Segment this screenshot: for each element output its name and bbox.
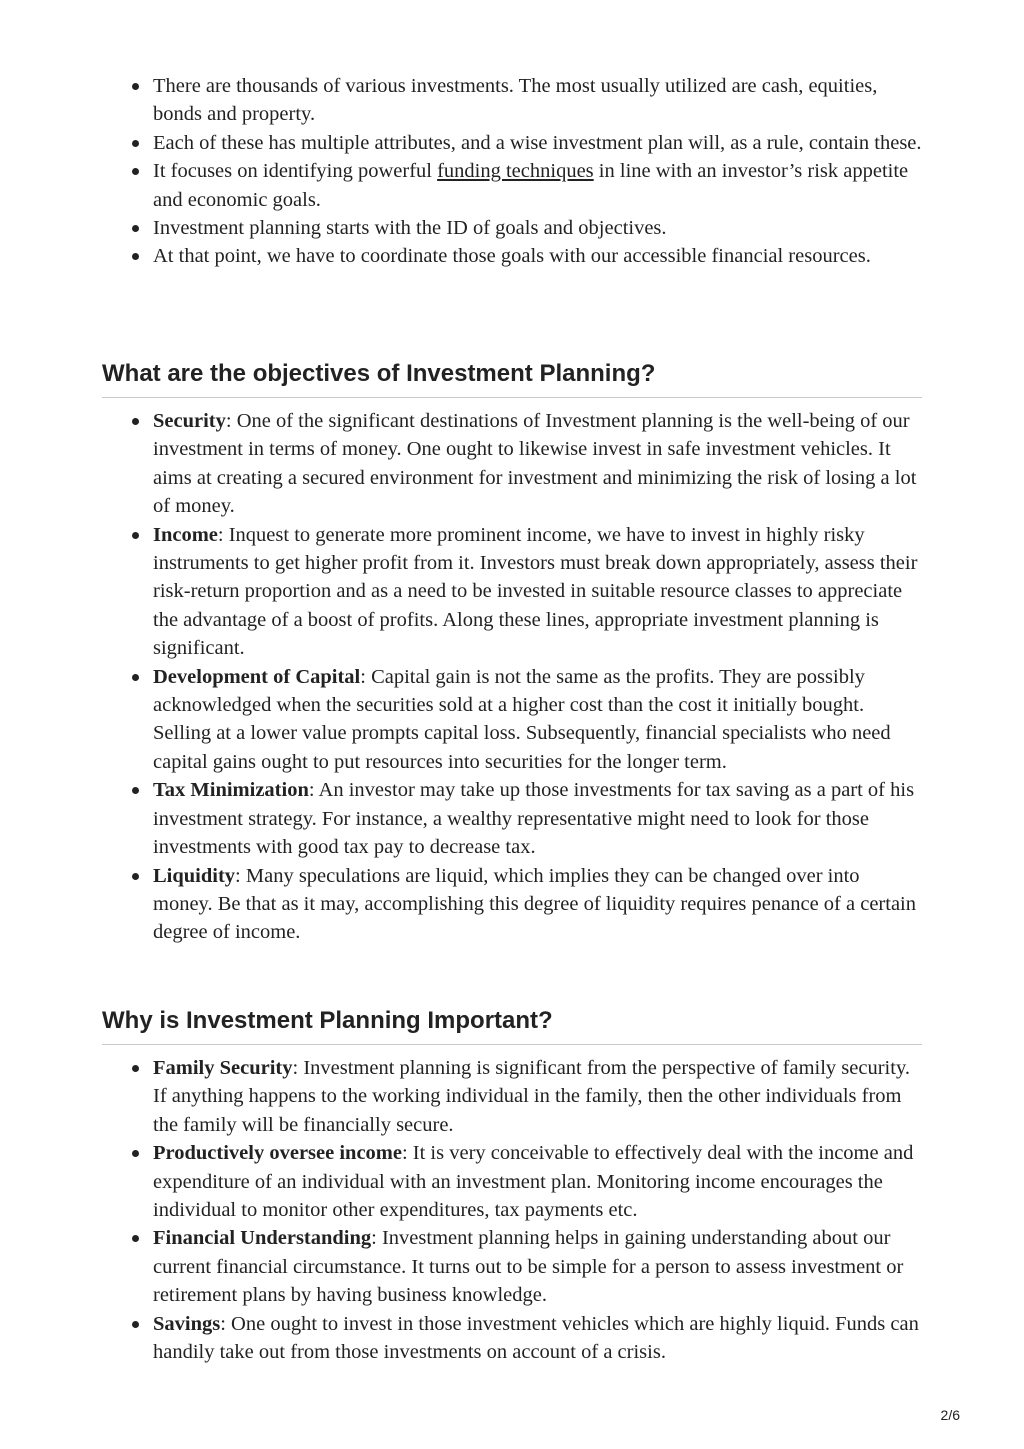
- list-item: [102, 1224, 922, 1309]
- list-item-term: Financial Understanding: [153, 1227, 372, 1250]
- objectives-heading: What are the objectives of Investment Planning?: [102, 360, 922, 398]
- list-item-text: : Investment planning helps in gaining understanding about our current financial circumstance. It turns out to be simple for a person to assess investment or retirement plans by having business knowledge.: [153, 1227, 904, 1307]
- list-item-text: Each of these has multiple attributes, and a wise investment plan will, as a rule, contain these.: [153, 131, 922, 154]
- list-item: [102, 521, 922, 663]
- list-item: [102, 157, 922, 214]
- list-item: [102, 407, 922, 521]
- list-item-term: Development of Capital: [153, 665, 361, 688]
- list-item: [102, 214, 922, 242]
- list-item-text: At that point, we have to coordinate those goals with our accessible financial resources.: [153, 245, 871, 268]
- list-item-term: Savings: [153, 1312, 221, 1335]
- list-item: [102, 129, 922, 157]
- list-item-term: Liquidity: [153, 864, 236, 887]
- list-item: [102, 72, 922, 129]
- list-item-term: Productively oversee income: [153, 1142, 402, 1165]
- list-item-text: in line with an investor’s risk appetite and economic goals.: [153, 160, 909, 211]
- funding-techniques-link[interactable]: funding techniques: [437, 160, 594, 183]
- list-item: [102, 1139, 922, 1224]
- list-item-text: : It is very conceivable to effectively deal with the income and expenditure of an individual with an investment plan. Monitoring income encourages the individual to monitor other expenditures, tax payments etc.: [153, 1142, 914, 1222]
- list-item: [102, 242, 922, 270]
- list-item: [102, 862, 922, 947]
- list-item: [102, 1310, 922, 1367]
- list-item-text: : Many speculations are liquid, which implies they can be changed over into money. Be that as it may, accomplishing this degree of liquidity requires penance of a certain degree of income.: [153, 864, 916, 944]
- list-item-term: Security: [153, 410, 226, 432]
- list-item-text: : An investor may take up those investments for tax saving as a part of his investment strategy. For instance, a wealthy representative might need to look for those investments with good tax pay to decrease tax.: [153, 779, 915, 859]
- list-item: [102, 663, 922, 777]
- list-item-text: There are thousands of various investments. The most usually utilized are cash, equities, bonds and property.: [153, 75, 878, 126]
- objectives-list: [102, 407, 922, 947]
- list-item-term: Family Security: [153, 1057, 293, 1079]
- list-item-text: : One ought to invest in those investment vehicles which are highly liquid. Funds can handily take out from those investments on account of a crisis.: [153, 1312, 919, 1364]
- list-item-text: : Capital gain is not the same as the profits. They are possibly acknowledged when the securities sold at a higher cost than the cost it initially bought. Selling at a lower value prompts capital loss. Subsequently, financial specialists who need capital gains ought to put resources into securities for the longer term.: [153, 665, 891, 773]
- intro-list: [102, 72, 922, 271]
- list-item-text: It focuses on identifying powerful: [153, 160, 438, 183]
- page-number: 2/6: [940, 1407, 960, 1423]
- list-item-term: Income: [153, 523, 218, 546]
- list-item: [102, 1054, 922, 1139]
- list-item-text: : Inquest to generate more prominent income, we have to invest in highly risky instruments to get higher profit from it. Investors must break down appropriately, assess their risk-return proportion and as a need to be invested in suitable resource classes to appreciate the advantage of a boost of profits. Along these lines, appropriate investment planning is significant.: [153, 523, 918, 660]
- list-item: [102, 776, 922, 861]
- list-item-text: : Investment planning is significant from the perspective of family security. If anything happens to the working individual in the family, then the other individuals from the family will be financially secure.: [153, 1057, 910, 1136]
- list-item-text: Investment planning starts with the ID of goals and objectives.: [153, 217, 667, 240]
- importance-heading: Why is Investment Planning Important?: [102, 1007, 922, 1045]
- list-item-text: : One of the significant destinations of Investment planning is the well-being of our investment in terms of money. One ought to likewise invest in safe investment vehicles. It aims at creating a secured environment for investment and minimizing the risk of losing a lot of money.: [153, 410, 917, 518]
- list-item-term: Tax Minimization: [153, 779, 309, 802]
- importance-list: [102, 1054, 922, 1366]
